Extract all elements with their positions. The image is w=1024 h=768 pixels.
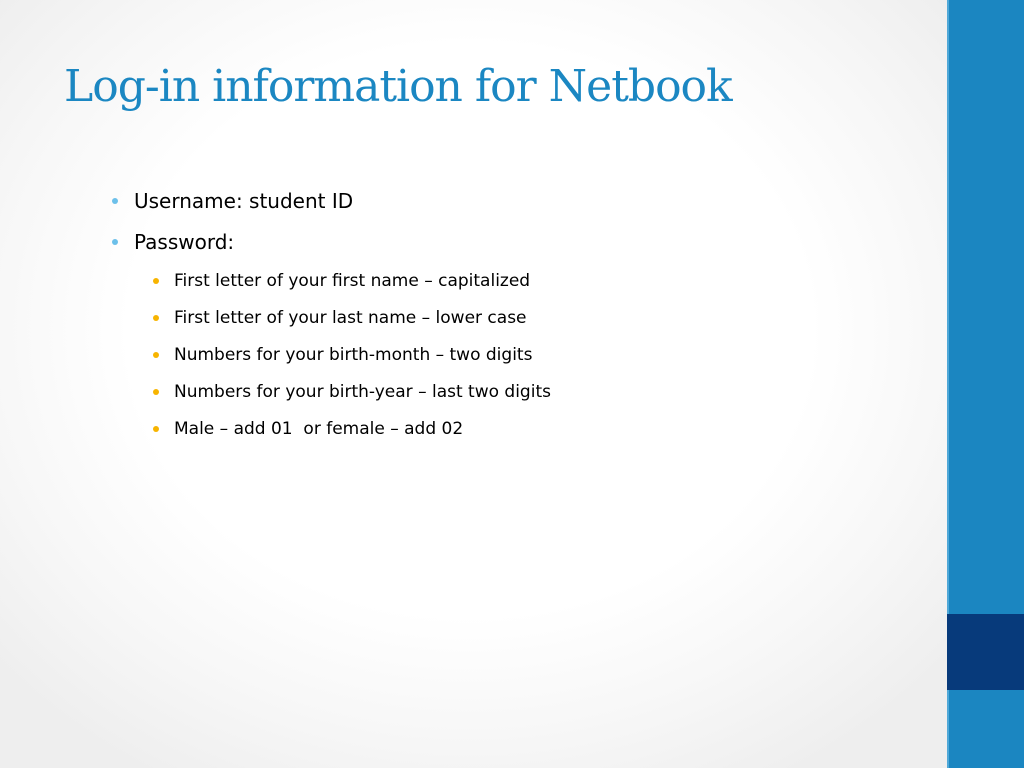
sub-bullet-item-first-name: [112, 268, 912, 294]
sub-bullet-text: First letter of your first name – capitalized: [174, 271, 531, 291]
sub-bullet-text: Male – add 01 or female – add 02: [174, 419, 464, 439]
sub-bullet-item-last-name: [112, 305, 912, 331]
bullet-dot-icon: [112, 239, 118, 245]
sub-bullet-dot-icon: [153, 315, 159, 321]
side-bar-dark-block: [947, 614, 1024, 690]
sub-bullet-item-birth-year: [112, 379, 912, 405]
sub-bullet-text: Numbers for your birth-month – two digits: [174, 345, 533, 365]
bullet-text: Username: student ID: [134, 189, 354, 213]
sub-bullet-dot-icon: [153, 426, 159, 432]
sub-bullet-text: First letter of your last name – lower case: [174, 308, 527, 328]
sub-bullet-dot-icon: [153, 352, 159, 358]
decorative-side-bar: [947, 0, 1024, 768]
sub-bullet-item-birth-month: [112, 342, 912, 368]
slide-title: Log-in information for Netbook: [64, 61, 732, 112]
bullet-list: [112, 186, 912, 453]
bullet-text: Password:: [134, 230, 235, 254]
sub-bullet-dot-icon: [153, 389, 159, 395]
bullet-item-username: [112, 186, 912, 216]
bullet-dot-icon: [112, 198, 118, 204]
sub-bullet-item-gender-suffix: [112, 416, 912, 442]
sub-bullet-text: Numbers for your birth-year – last two digits: [174, 382, 551, 402]
bullet-item-password: [112, 227, 912, 257]
sub-bullet-dot-icon: [153, 278, 159, 284]
